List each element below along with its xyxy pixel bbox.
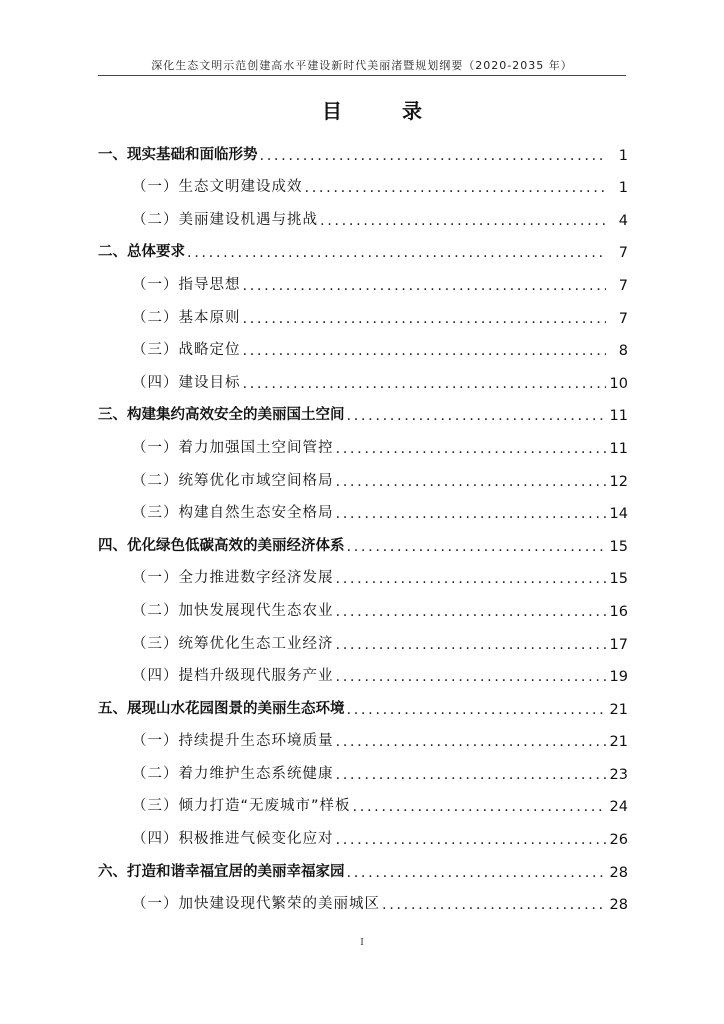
dot-leader xyxy=(336,441,607,464)
page-number: I xyxy=(360,938,364,948)
toc-entry-label: （三）倾力打造“无废城市”样板 xyxy=(132,798,351,815)
toc-entry-label: 五、展现山水花园图景的美丽生态环境 xyxy=(98,700,345,717)
dot-leader xyxy=(243,311,607,334)
dot-leader xyxy=(336,832,607,855)
dot-leader xyxy=(305,180,607,203)
toc-entry-page: 16 xyxy=(609,603,628,620)
toc-entry-label: （一）生态文明建设成效 xyxy=(132,179,303,196)
toc-entry-label: （一）持续提升生态环境质量 xyxy=(132,733,334,750)
toc-entry-page: 7 xyxy=(618,310,628,327)
toc-entry-page: 1 xyxy=(618,147,628,164)
toc-entry-page: 4 xyxy=(618,212,628,229)
toc-section-entry[interactable] xyxy=(98,888,628,921)
toc-section-entry[interactable] xyxy=(98,790,628,823)
toc-entry-page: 12 xyxy=(609,473,628,490)
toc-entry-page: 24 xyxy=(609,799,628,816)
dot-leader xyxy=(336,506,607,529)
toc-section-entry[interactable] xyxy=(98,562,628,595)
toc-section-entry[interactable] xyxy=(98,660,628,693)
toc-entry-label: （二）着力维护生态系统健康 xyxy=(132,765,334,782)
dot-leader xyxy=(320,213,606,236)
toc-section-entry[interactable] xyxy=(98,497,628,530)
dot-leader xyxy=(382,897,606,920)
toc-section-entry[interactable] xyxy=(98,627,628,660)
toc-entry-page: 15 xyxy=(609,571,628,588)
toc-section-entry[interactable] xyxy=(98,171,628,204)
toc-entry-label: （二）美丽建设机遇与挑战 xyxy=(132,211,318,228)
toc-entry-page: 15 xyxy=(609,538,628,555)
toc-entry-page: 11 xyxy=(609,440,628,457)
toc-chapter-entry[interactable] xyxy=(98,236,628,269)
toc-entry-page: 8 xyxy=(618,343,628,360)
toc-chapter-entry[interactable] xyxy=(98,529,628,562)
dot-leader xyxy=(347,865,607,888)
toc-entry-label: （四）积极推进气候变化应对 xyxy=(132,831,334,848)
toc-entry-page: 14 xyxy=(609,506,628,523)
toc-section-entry[interactable] xyxy=(98,301,628,334)
toc-entry-page: 21 xyxy=(609,701,628,718)
toc-entry-page: 7 xyxy=(618,245,628,262)
toc-entry-page: 1 xyxy=(618,180,628,197)
toc-entry-page: 28 xyxy=(609,864,628,881)
toc-entry-page: 17 xyxy=(609,636,628,653)
dot-leader xyxy=(347,702,607,725)
table-of-contents xyxy=(98,138,628,920)
toc-entry-label: （二）加快发展现代生态农业 xyxy=(132,602,334,619)
toc-section-entry[interactable] xyxy=(98,464,628,497)
toc-section-entry[interactable] xyxy=(98,822,628,855)
dot-leader xyxy=(347,539,607,562)
dot-leader xyxy=(336,637,607,660)
header-rule xyxy=(98,75,626,76)
toc-chapter-entry[interactable] xyxy=(98,399,628,432)
toc-entry-label: 六、打造和谐幸福宜居的美丽幸福家园 xyxy=(98,863,345,880)
toc-entry-label: （三）统筹优化生态工业经济 xyxy=(132,635,334,652)
toc-section-entry[interactable] xyxy=(98,268,628,301)
toc-chapter-entry[interactable] xyxy=(98,855,628,888)
toc-entry-label: （一）加快建设现代繁荣的美丽城区 xyxy=(132,896,380,913)
toc-entry-label: 一、现实基础和面临形势 xyxy=(98,146,258,163)
dot-leader xyxy=(336,767,607,790)
toc-entry-page: 19 xyxy=(609,669,628,686)
toc-section-entry[interactable] xyxy=(98,366,628,399)
toc-entry-label: 三、构建集约高效安全的美丽国土空间 xyxy=(98,407,345,424)
dot-leader xyxy=(336,571,607,594)
running-header: 深化生态文明示范创建高水平建设新时代美丽渚暨规划纲要（2020-2035 年） xyxy=(151,59,573,72)
toc-entry-label: （二）基本原则 xyxy=(132,309,241,326)
dot-leader xyxy=(243,278,607,301)
toc-chapter-entry[interactable] xyxy=(98,692,628,725)
toc-entry-label: （三）构建自然生态安全格局 xyxy=(132,505,334,522)
toc-section-entry[interactable] xyxy=(98,594,628,627)
toc-section-entry[interactable] xyxy=(98,725,628,758)
toc-entry-label: （二）统筹优化市域空间格局 xyxy=(132,472,334,489)
dot-leader xyxy=(336,669,607,692)
toc-entry-page: 7 xyxy=(618,277,628,294)
dot-leader xyxy=(187,245,606,268)
dot-leader xyxy=(336,734,607,757)
toc-title: 目 录 xyxy=(322,99,442,123)
dot-leader xyxy=(243,343,607,366)
toc-entry-label: （一）着力加强国土空间管控 xyxy=(132,439,334,456)
toc-chapter-entry[interactable] xyxy=(98,138,628,171)
dot-leader xyxy=(336,604,607,627)
toc-entry-page: 21 xyxy=(609,734,628,751)
toc-entry-page: 23 xyxy=(609,766,628,783)
toc-entry-page: 10 xyxy=(609,375,628,392)
toc-entry-page: 28 xyxy=(609,897,628,914)
dot-leader xyxy=(347,408,607,431)
toc-entry-label: （四）提档升级现代服务产业 xyxy=(132,668,334,685)
toc-entry-label: （一）指导思想 xyxy=(132,276,241,293)
toc-entry-label: 四、优化绿色低碳高效的美丽经济体系 xyxy=(98,537,345,554)
toc-entry-label: （四）建设目标 xyxy=(132,374,241,391)
toc-entry-label: （一）全力推进数字经济发展 xyxy=(132,570,334,587)
toc-entry-page: 11 xyxy=(609,408,628,425)
toc-section-entry[interactable] xyxy=(98,334,628,367)
dot-leader xyxy=(260,148,607,171)
toc-entry-label: 二、总体要求 xyxy=(98,244,185,261)
toc-entry-page: 26 xyxy=(609,832,628,849)
toc-section-entry[interactable] xyxy=(98,203,628,236)
toc-section-entry[interactable] xyxy=(98,431,628,464)
toc-section-entry[interactable] xyxy=(98,757,628,790)
dot-leader xyxy=(336,474,607,497)
dot-leader xyxy=(353,799,606,822)
dot-leader xyxy=(243,376,607,399)
toc-entry-label: （三）战略定位 xyxy=(132,342,241,359)
